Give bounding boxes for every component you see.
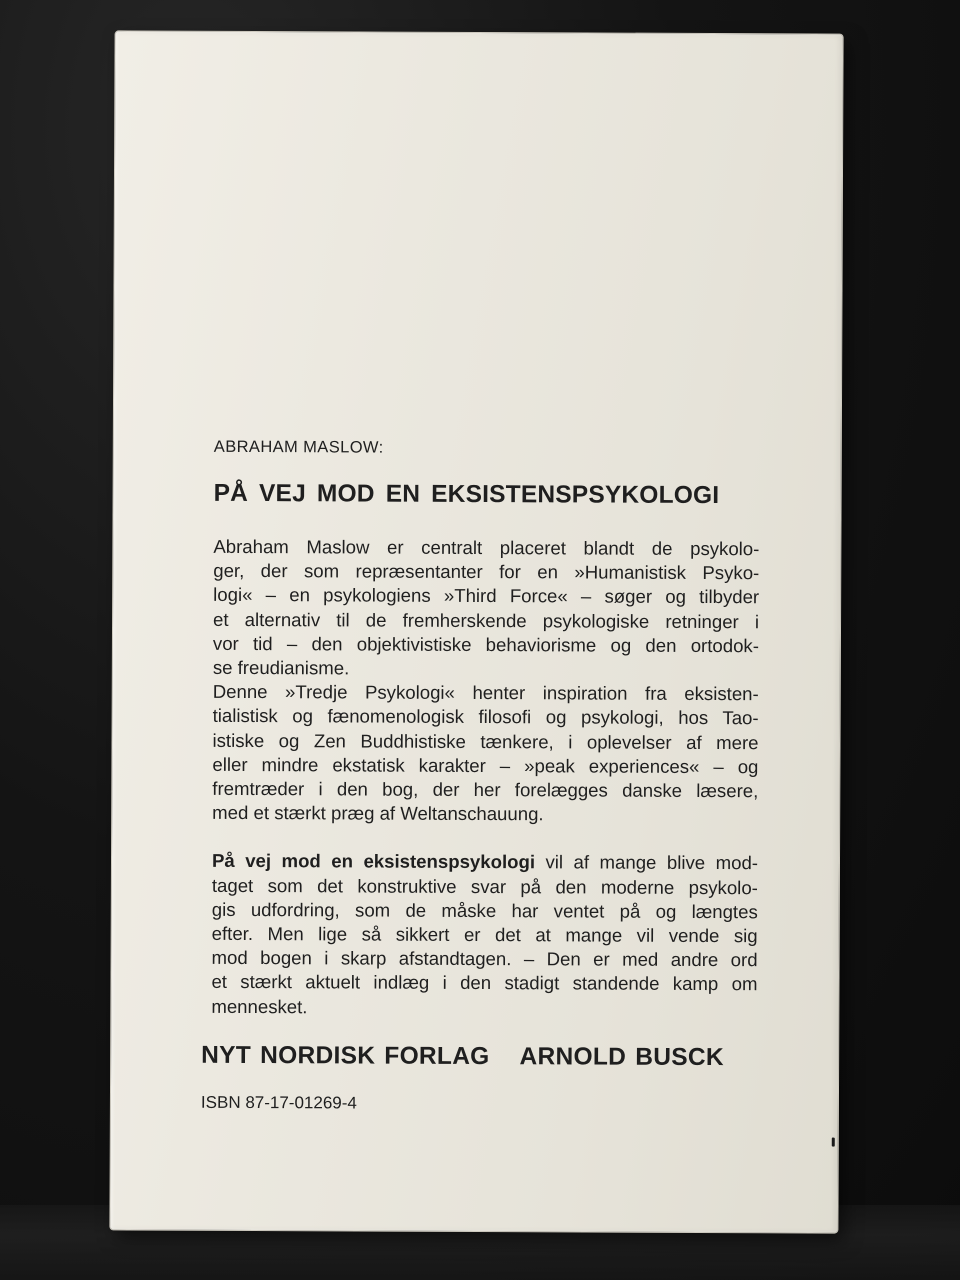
blurb-line: et alternativ til de fremherskende psykologiske retninger i: [213, 608, 760, 632]
blurb-line: Abraham Maslow er centralt placeret blandt de psykolo-: [213, 535, 760, 560]
book-back-cover: [110, 31, 842, 1232]
blurb-line: et stærkt aktuelt indlæg i den stadigt standende kamp om: [211, 971, 758, 995]
blurb-line: taget som det konstruktive svar på den moderne psykolo-: [211, 874, 758, 898]
blurb-line: fremtræder i den bog, der her forelægges danske læsere,: [212, 777, 759, 802]
isbn-number: ISBN 87-17-01269-4: [200, 1092, 357, 1113]
blurb-paragraph-3: [211, 849, 758, 1021]
blurb-line: tialistisk og fænomenologisk filosofi og psykologi, hos Tao-: [212, 705, 759, 729]
blurb-line-rest: vil af mange blive mod-: [534, 851, 759, 874]
blurb-line: med et stærkt præg af Weltanschauung.: [212, 802, 544, 825]
blurb-line-with-title: [212, 849, 758, 876]
blurb-line: mennesket.: [211, 995, 308, 1017]
blurb-line: ger, der som repræsentanter for en »Humanistisk Psyko-: [213, 560, 760, 584]
blurb-line: eller mindre ekstatisk karakter – »peak experiences« – og: [212, 753, 759, 778]
publisher-imprint: ARNOLD BUSCK: [519, 1043, 724, 1071]
blurb-line: vor tid – den objektivistiske behaviorisme og den ortodok-: [212, 632, 759, 657]
blurb-line: se freudianisme.: [212, 656, 350, 679]
blurb-line: logi« – en psykologiens »Third Force« – søger og tilbyder: [213, 584, 760, 608]
blurb-line: Denne »Tredje Psykologi« henter inspiration fra eksisten-: [212, 681, 759, 705]
paragraph-gap: [210, 825, 758, 851]
author-name: ABRAHAM MASLOW:: [213, 437, 384, 457]
book-title: PÅ VEJ MOD EN EKSISTENSPSYKOLOGI: [213, 479, 720, 510]
publisher-name: NYT NORDISK FORLAG: [201, 1041, 490, 1070]
inline-book-title: På vej mod en eksistenspsykologi: [211, 850, 536, 873]
ink-speck: [832, 1138, 835, 1147]
blurb-paragraph-2: [212, 680, 759, 828]
blurb-line: mod bogen i skarp afstandtagen. – Den er med andre ord: [211, 947, 758, 971]
blurb-paragraph-1: [213, 535, 760, 683]
publisher-line: [201, 1041, 757, 1073]
blurb-line: efter. Men lige så sikkert er det at mange vil vende sig: [211, 922, 758, 947]
blurb-line: istiske og Zen Buddhistiske tænkere, i oplevelser af mere: [212, 729, 759, 753]
blurb-line: gis udfordring, som de måske har ventet på og længtes: [211, 898, 758, 923]
cover-text-block: [200, 437, 760, 1115]
